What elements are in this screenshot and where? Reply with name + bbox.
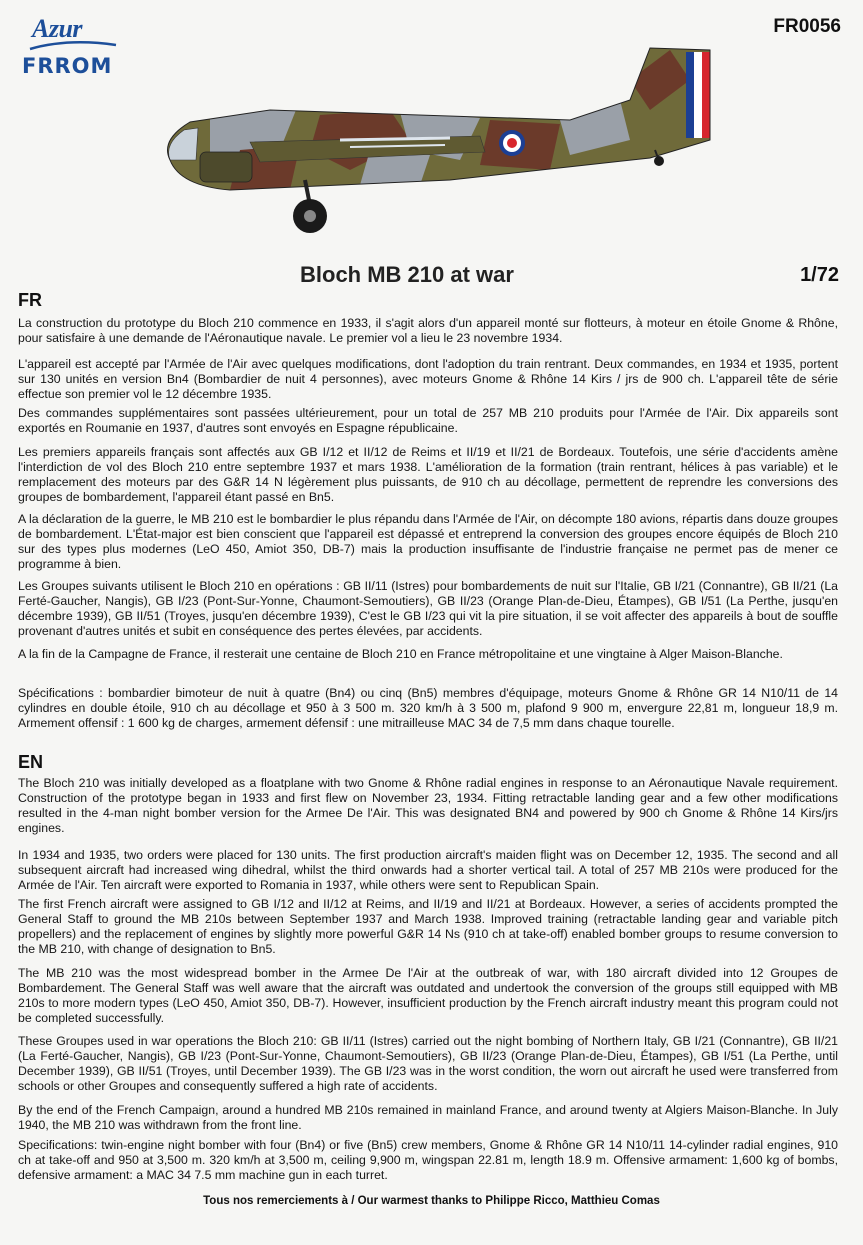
fr-paragraph: Les Groupes suivants utilisent le Bloch 210 en opérations : GB II/11 (Istres) pour bombardements de nuit sur l'Italie, GB I/21 (Connantre), GB II/21 (La Ferté-Gaucher, Nangis), GB I/23 (Pont-Sur-Yonne, Chaumont-Semoutiers), GB II/23 (Orange Plan-de-Dieu, Étampes), GB I/51 (La Perthe, jusqu'en décembre 1939), GB II/51 (Troyes, jusqu'en décembre 1939), C'est le GB I/23 qui vit la pire situation, il se voit affecter des appareils à bout de souffle provenant d'autres unités et subit en conséquence des pertes élevées, par accidents. xyxy=(18,579,838,638)
publisher-logo xyxy=(22,14,122,76)
product-reference: FR0056 xyxy=(773,16,841,37)
logo-frrom-text: FRROM xyxy=(22,54,113,78)
logo-azur-text: Azur xyxy=(32,14,83,43)
en-paragraph: These Groupes used in war operations the Bloch 210: GB II/11 (Istres) carried out the night bombing of Northern Italy, GB I/21 (Connantre), GB II/21 (La Ferté-Gaucher, Nangis), GB I/23 (Pont-Sur-Yonne, Chaumont-Semoutiers), GB II/23 (Orange Plan-de-Dieu, Étampes), GB I/51 (La Perthe, until December 1939), GB II/51 (Troyes, until December 1939). The GB I/23 was in the worst condition, the worn out aircraft he used were transferred from schools or other Groupes and consequently suffered a high rate of accidents. xyxy=(18,1034,838,1093)
section-heading-en: EN xyxy=(18,752,44,772)
fr-paragraph: L'appareil est accepté par l'Armée de l'Air avec quelques modifications, dont l'adoption du train rentrant. Deux commandes, en 1934 et 1935, portent sur 130 unités en version Bn4 (Bombardier de nuit 4 personnes), avec moteurs Gnome & Rhône 14 Kirs / jrs de 900 ch. L'appareil tête de série effectue son premier vol le 12 décembre 1935. xyxy=(18,357,838,401)
section-heading-fr: FR xyxy=(18,290,42,310)
fr-paragraph: A la déclaration de la guerre, le MB 210 est le bombardier le plus répandu dans l'Armée de l'Air, on décompte 180 avions, répartis dans douze groupes de bombardement. L'État-major est bien conscient que l'appareil est dépassé et entreprend la conversion des groupes encore équipés de Bloch 210 sur des types plus modernes (LeO 450, Amiot 350, DB-7) mais la production insuffisante de l'industrie française ne permet pas de mener ce programme à bien. xyxy=(18,512,838,571)
en-paragraph: The Bloch 210 was initially developed as a floatplane with two Gnome & Rhône radial engines in response to an Aéronautique Navale requirement. Construction of the prototype began in 1933 and first flew on November 23, 1934. Fitting retractable landing gear and a few other modifications resulted in the 4-man night bomber version for the Armee De l'Air. This was designated BN4 and powered by 900 ch Gnome & Rhône 14 Kirs/jrs engines. xyxy=(18,776,838,835)
en-paragraph: In 1934 and 1935, two orders were placed for 130 units. The first production aircraft's maiden flight was on December 12, 1935. The second and all subsequent aircraft had increased wing dihedral, whilst the third onwards had a shorter vertical tail. A total of 257 MB 210s were produced for the Armée de l'Air. Ten aircraft were exported to Romania in 1937, while others were sent to Republican Spain. xyxy=(18,848,838,892)
logo-swoosh-icon xyxy=(28,40,118,52)
aircraft-illustration-icon xyxy=(150,40,720,240)
en-paragraph: The first French aircraft were assigned to GB I/12 and II/12 at Reims, and II/19 and II/21 at Bordeaux. However, a series of accidents prompted the General Staff to ground the MB 210s between September 1937 and March 1938. Improved training (retractable landing gear and variable pitch propellers) and the replacement of engines by slightly more powerful G&R 14 Ns (910 ch at take-off) enabled bomber groups to resume conversion to the MB 210, with change of designation to Bn5. xyxy=(18,897,838,956)
fr-paragraph: A la fin de la Campagne de France, il resterait une centaine de Bloch 210 en France métropolitaine et une vingtaine à Alger Maison-Blanche. xyxy=(18,647,783,661)
en-paragraph: By the end of the French Campaign, around a hundred MB 210s remained in mainland France, and around twenty at Algiers Maison-Blanche. In July 1940, the MB 210 was withdrawn from the front line. xyxy=(18,1103,838,1132)
kit-scale: 1/72 xyxy=(800,264,839,286)
acknowledgements: Tous nos remerciements à / Our warmest thanks to Philippe Ricco, Matthieu Comas xyxy=(203,1195,660,1207)
en-paragraph: Specifications: twin-engine night bomber with four (Bn4) or five (Bn5) crew members, Gnome & Rhône GR 14 N10/11 14-cylinder radial engines, 910 ch at take-off and 950 at 3,500 m. 320 km/h at 3,500 m, ceiling 9,900 m, wingspan 22.81 m, length 18.9 m. Offensive armament: 1,600 kg of bombs, defensive armament: a MAC 34 7.5 mm machine gun in each turret. xyxy=(18,1138,838,1182)
fr-paragraph: Les premiers appareils français sont affectés aux GB I/12 et II/12 de Reims et II/19 et II/21 de Bordeaux. Toutefois, une série d'accidents amène l'interdiction de vol des Bloch 210 entre septembre 1937 et mars 1938. L'amélioration de la formation (train rentrant, hélices à pas variable) et le remplacement des moteurs par des G&R 14 N légèrement plus puissants, de 910 ch au décollage, permettent de reprendre les conversions des groupes de bombardement, l'appareil étant passé en Bn5. xyxy=(18,445,838,504)
en-paragraph: The MB 210 was the most widespread bomber in the Armee De l'Air at the outbreak of war, with 180 aircraft divided into 12 Groupes de Bombardement. The General Staff was well aware that the aircraft was outdated and undertook the conversion of the groups still equipped with MB 210s to more modern types (LeO 450, Amiot 350, DB-7). However, insufficient production by the French aircraft industry meant this program could not be completed successfully. xyxy=(18,966,838,1025)
fr-paragraph: Spécifications : bombardier bimoteur de nuit à quatre (Bn4) ou cinq (Bn5) membres d'équipage, moteurs Gnome & Rhône GR 14 N10/11 de 14 cylindres en double étoile, 910 ch au décollage et 950 à 3 500 m. 320 km/h à 3 500 m, plafond 9 900 m, envergure 22,81 m, longueur 18,9 m. Armement offensif : 1 600 kg de charges, armement défensif : une mitrailleuse MAC 34 de 7,5 mm dans chaque tourelle. xyxy=(18,686,838,730)
fr-paragraph: Des commandes supplémentaires sont passées ultérieurement, pour un total de 257 MB 210 produits pour l'Armée de l'Air. Dix appareils sont exportés en Roumanie en 1937, d'autres sont envoyés en Espagne républicaine. xyxy=(18,406,838,435)
fr-paragraph: La construction du prototype du Bloch 210 commence en 1933, il s'agit alors d'un appareil monté sur flotteurs, à moteur en étoile Gnome & Rhône, pour satisfaire à une demande de l'Aéronautique navale. Le premier vol a lieu le 23 novembre 1934. xyxy=(18,316,838,345)
page-title: Bloch MB 210 at war xyxy=(300,262,514,287)
